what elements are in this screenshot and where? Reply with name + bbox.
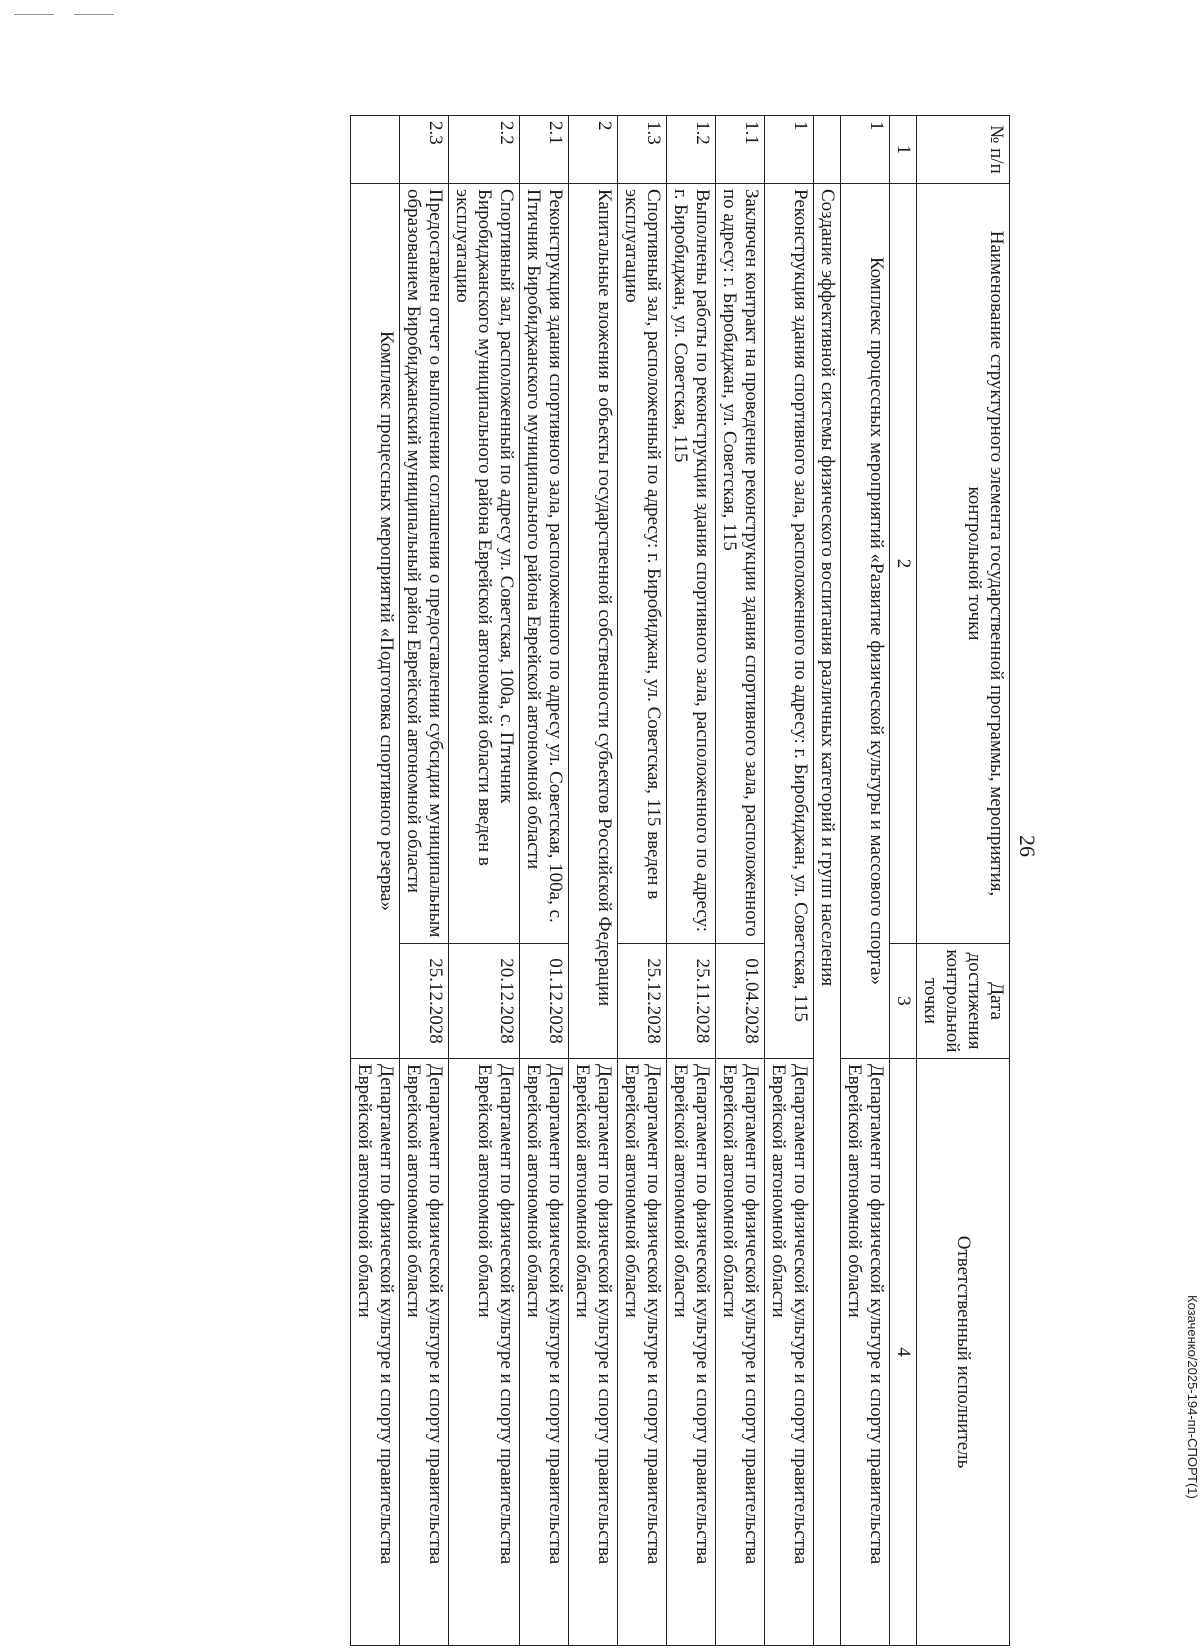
table-row: [841, 116, 890, 1646]
table-row: [449, 116, 520, 1646]
row-num: 2.2: [449, 116, 520, 184]
row-date: 25.11.2028: [667, 944, 716, 1059]
row-num: 1.3: [618, 116, 667, 184]
row-num: 1.2: [667, 116, 716, 184]
header-date: Дата достижения контрольной точки: [917, 944, 1010, 1059]
row-name: Реконструкция здания спортивного зала, расположенного по адресу ул. Советская, 100а, с. Птичник Биробиджанского муниципального района Еврейской автономной области: [520, 184, 569, 944]
row-name: Капитальные вложения в объекты государственной собственности субъектов Российской Федерации: [569, 184, 618, 1059]
row-date: 25.12.2028: [618, 944, 667, 1059]
task-text: Создание эффективной системы физического воспитания различных категорий и групп населения: [814, 184, 841, 1646]
column-number-row: [890, 116, 917, 1646]
table-row: [667, 116, 716, 1646]
row-responsible: Департамент по физической культуре и спорту правительства Еврейской автономной области: [716, 1059, 765, 1646]
row-name: Спортивный зал, расположенный по адресу ул. Советская, 100а, с. Птичник Биробиджанского муниципального района Еврейской автономной области введен в эксплуатацию: [449, 184, 520, 944]
row-responsible: Департамент по физической культуре и спорту правительства Еврейской автономной области: [618, 1059, 667, 1646]
row-responsible: Департамент по физической культуре и спорту правительства Еврейской автономной области: [520, 1059, 569, 1646]
row-num: 1: [841, 116, 890, 184]
scan-mark: [74, 14, 114, 15]
row-name: Выполнены работы по реконструкции здания спортивного зала, расположенного по адресу: г. Биробиджан, ул. Советская, 115: [667, 184, 716, 944]
row-date: 01.04.2028: [716, 944, 765, 1059]
column-number: 4: [890, 1059, 917, 1646]
column-number: 3: [890, 944, 917, 1059]
row-responsible: Департамент по физической культуре и спорту правительства Еврейской автономной области: [351, 1059, 400, 1646]
row-num: 2.1: [520, 116, 569, 184]
header-name: Наименование структурного элемента государственной программы, мероприятия, контрольной точки: [917, 184, 1010, 944]
row-num: 1.1: [716, 116, 765, 184]
rotated-page-content: [210, 115, 1200, 1645]
row-responsible: Департамент по физической культуре и спорту правительства Еврейской автономной области: [841, 1059, 890, 1646]
row-name: Реконструкция здания спортивного зала, расположенного по адресу: г. Биробиджан, ул. Советская, 115: [765, 184, 814, 1059]
row-name: Предоставлен отчет о выполнении соглашения о предоставлении субсидии муниципальным образованием Биробиджанский муниципальный район Еврейской автономной области: [400, 184, 449, 944]
page-number: 26: [1015, 835, 1040, 857]
scan-mark: [14, 14, 54, 15]
table-row: [520, 116, 569, 1646]
header-responsible: Ответственный исполнитель: [917, 1059, 1010, 1646]
row-date: 01.12.2028: [520, 944, 569, 1059]
table-row: [351, 116, 400, 1646]
row-num: 2.3: [400, 116, 449, 184]
row-responsible: Департамент по физической культуре и спорту правительства Еврейской автономной области: [400, 1059, 449, 1646]
row-responsible: Департамент по физической культуре и спорту правительства Еврейской автономной области: [569, 1059, 618, 1646]
control-points-table: [350, 115, 1010, 1646]
table-row: [716, 116, 765, 1646]
complex-name: Комплекс процессных мероприятий «Развитие физической культуры и массового спорта»: [841, 184, 890, 1059]
table-row: [765, 116, 814, 1646]
row-responsible: Департамент по физической культуре и спорту правительства Еврейской автономной области: [449, 1059, 520, 1646]
footer-ref: Козаченко/2025-194-пп-СПОРТ(1): [1185, 1295, 1200, 1499]
table-row: [618, 116, 667, 1646]
row-num: 2: [569, 116, 618, 184]
row-responsible: Департамент по физической культуре и спорту правительства Еврейской автономной области: [765, 1059, 814, 1646]
row-name: Спортивный зал, расположенный по адресу: г. Биробиджан, ул. Советская, 115 введен в эксплуатацию: [618, 184, 667, 944]
complex-name: Комплекс процессных мероприятий «Подготовка спортивного резерва»: [351, 184, 400, 1059]
row-num: 1: [765, 116, 814, 184]
table-row: [569, 116, 618, 1646]
header-num: № п/п: [917, 116, 1010, 184]
row-responsible: Департамент по физической культуре и спорту правительства Еврейской автономной области: [667, 1059, 716, 1646]
header-row: [917, 116, 1010, 1646]
column-number: 2: [890, 184, 917, 944]
row-date: 25.12.2028: [400, 944, 449, 1059]
row-name: Заключен контракт на проведение реконструкции здания спортивного зала, расположенного по адресу: г. Биробиджан, ул. Советская, 115: [716, 184, 765, 944]
column-number: 1: [890, 116, 917, 184]
row-num: [814, 116, 841, 184]
row-date: 20.12.2028: [449, 944, 520, 1059]
table-row: [400, 116, 449, 1646]
task-row: [814, 116, 841, 1646]
row-num: [351, 116, 400, 184]
